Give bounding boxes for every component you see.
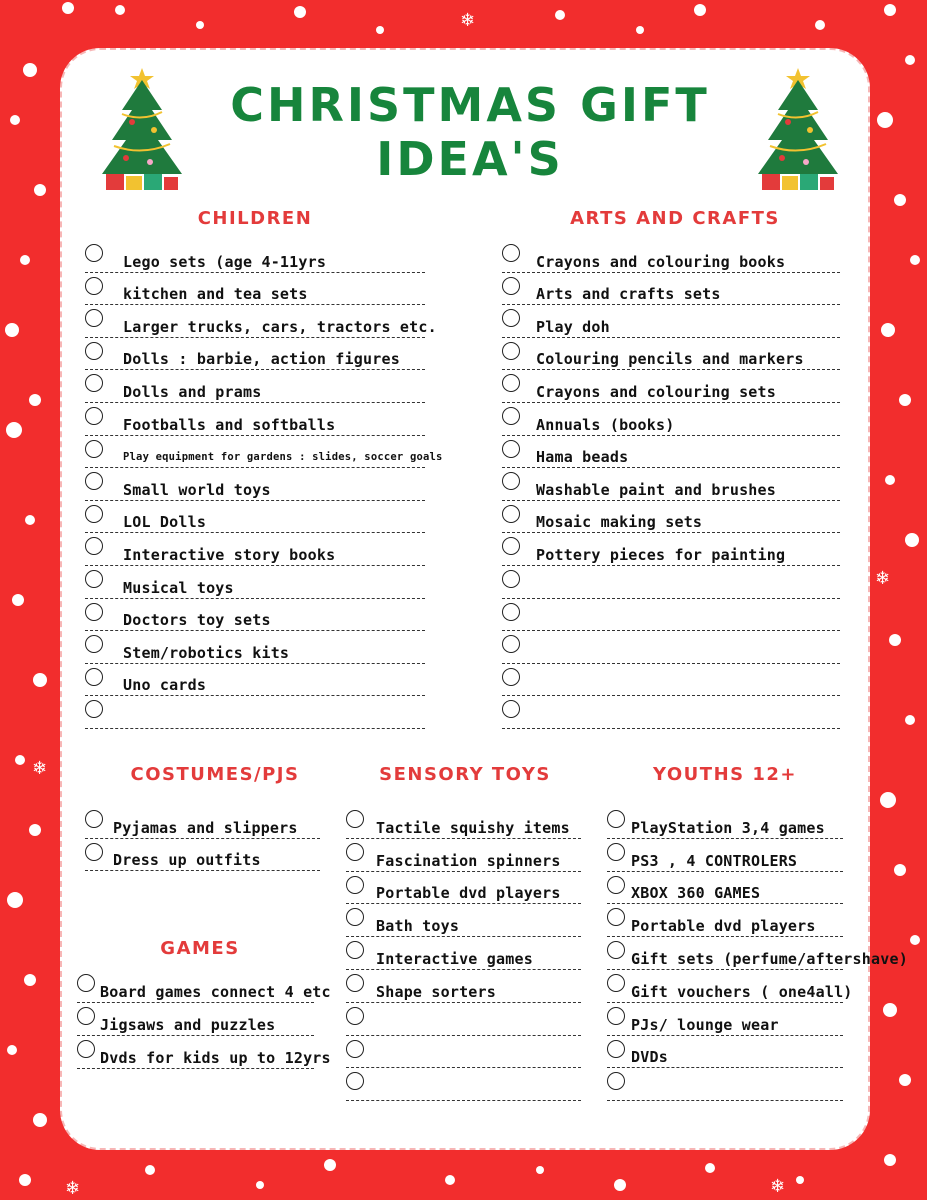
snowflake-icon: ❄ (875, 568, 891, 589)
checkbox-circle-icon[interactable] (346, 1007, 364, 1025)
checkbox-circle-icon[interactable] (85, 700, 103, 718)
checkbox-circle-icon[interactable] (502, 472, 520, 490)
checkbox-circle-icon[interactable] (77, 974, 95, 992)
list-item (77, 1036, 331, 1069)
item-label: Pyjamas and slippers (113, 818, 298, 837)
checkbox-circle-icon[interactable] (502, 440, 520, 458)
snow-dot (905, 715, 915, 725)
snow-dot (883, 1003, 897, 1017)
list-item (502, 468, 840, 501)
item-label: Dvds for kids up to 12yrs (100, 1049, 331, 1067)
list-item (85, 468, 425, 501)
snow-dot (910, 255, 920, 265)
item-label: Hama beads (536, 448, 629, 467)
checkbox-circle-icon[interactable] (85, 810, 103, 828)
snow-dot (25, 515, 35, 525)
snow-dot (20, 255, 30, 265)
snow-dot (815, 20, 825, 30)
list-item (502, 696, 840, 729)
snow-dot (24, 974, 36, 986)
snow-dot (19, 1174, 31, 1186)
list-item (85, 240, 425, 273)
snow-dot (29, 394, 41, 406)
item-label: Interactive games (376, 949, 533, 968)
item-label: Dolls : barbie, action figures (123, 350, 400, 369)
checkbox-circle-icon[interactable] (502, 505, 520, 523)
snow-dot (5, 323, 19, 337)
list-item (85, 436, 443, 469)
snow-dot (12, 594, 24, 606)
item-label: XBOX 360 GAMES (631, 884, 761, 903)
checkbox-circle-icon[interactable] (85, 505, 103, 523)
snow-dot (694, 4, 706, 16)
checkbox-circle-icon[interactable] (502, 570, 520, 588)
checkbox-circle-icon[interactable] (77, 1040, 95, 1058)
snow-dot (115, 5, 125, 15)
title-line-2: IDEA'S (376, 132, 564, 186)
snow-dot (294, 6, 306, 18)
list-item (346, 1068, 581, 1101)
item-label: Washable paint and brushes (536, 480, 776, 499)
list-item (346, 1003, 581, 1036)
checkbox-circle-icon[interactable] (85, 374, 103, 392)
checkbox-circle-icon[interactable] (346, 908, 364, 926)
snowflake-icon: ❄ (65, 1178, 81, 1199)
item-label: Portable dvd players (376, 884, 561, 903)
heading-costumes: COSTUMES/PJS (130, 764, 300, 785)
checkbox-circle-icon[interactable] (502, 668, 520, 686)
snow-dot (7, 892, 23, 908)
item-label: PlayStation 3,4 games (631, 818, 825, 837)
item-label: Board games connect 4 etc (100, 983, 331, 1001)
heading-children: CHILDREN (197, 208, 313, 229)
item-label: Bath toys (376, 917, 460, 936)
snow-dot (145, 1165, 155, 1175)
item-label: Play doh (536, 317, 610, 336)
list-item (607, 904, 843, 937)
checkbox-circle-icon[interactable] (346, 810, 364, 828)
snow-dot (880, 792, 896, 808)
item-label: Footballs and softballs (123, 415, 336, 434)
item-label: Small world toys (123, 480, 271, 499)
checkbox-circle-icon[interactable] (346, 843, 364, 861)
snow-dot (885, 475, 895, 485)
snow-dot (894, 194, 906, 206)
checkbox-circle-icon[interactable] (346, 1040, 364, 1058)
snow-dot (884, 1154, 896, 1166)
checkbox-circle-icon[interactable] (502, 309, 520, 327)
checkbox-circle-icon[interactable] (85, 472, 103, 490)
list-item (85, 806, 320, 839)
list-item (502, 599, 840, 632)
snow-dot (705, 1163, 715, 1173)
item-label: Musical toys (123, 578, 234, 597)
checkbox-circle-icon[interactable] (607, 941, 625, 959)
checkbox-circle-icon[interactable] (85, 668, 103, 686)
checkbox-circle-icon[interactable] (607, 876, 625, 894)
list-item (346, 1036, 581, 1069)
snow-dot (10, 115, 20, 125)
list-item (607, 806, 843, 839)
checkbox-circle-icon[interactable] (607, 1007, 625, 1025)
snow-dot (29, 824, 41, 836)
item-label: Uno cards (123, 676, 207, 695)
item-label: Crayons and colouring sets (536, 382, 776, 401)
list-item (85, 273, 425, 306)
checkbox-circle-icon[interactable] (607, 974, 625, 992)
item-label: Portable dvd players (631, 917, 816, 936)
checkbox-circle-icon[interactable] (502, 244, 520, 262)
checkbox-circle-icon[interactable] (346, 876, 364, 894)
item-label: Dolls and prams (123, 382, 262, 401)
list-item (607, 839, 843, 872)
checkbox-circle-icon[interactable] (502, 537, 520, 555)
item-label: Shape sorters (376, 982, 496, 1001)
list-item (85, 566, 425, 599)
heading-games: GAMES (160, 938, 240, 959)
list-item (502, 664, 840, 697)
checkbox-circle-icon[interactable] (85, 570, 103, 588)
item-label: Fascination spinners (376, 851, 561, 870)
list-item (502, 240, 840, 273)
snow-dot (256, 1181, 264, 1189)
list-item (502, 501, 840, 534)
snow-dot (34, 184, 46, 196)
list-item (85, 664, 425, 697)
item-label: Colouring pencils and markers (536, 350, 804, 369)
snowflake-icon: ❄ (32, 758, 48, 779)
list-item (346, 806, 581, 839)
item-label: PJs/ lounge wear (631, 1015, 779, 1034)
item-label: Larger trucks, cars, tractors etc. (123, 317, 437, 336)
list-item (502, 370, 840, 403)
item-label: Lego sets (age 4-11yrs (123, 252, 327, 271)
item-label: Jigsaws and puzzles (100, 1016, 276, 1034)
snow-dot (196, 21, 204, 29)
checkbox-circle-icon[interactable] (502, 407, 520, 425)
item-label: Gift sets (perfume/aftershave) (631, 949, 908, 968)
games-list (77, 970, 331, 1069)
item-label: Pottery pieces for painting (536, 545, 786, 564)
snow-dot (33, 1113, 47, 1127)
list-item (346, 970, 581, 1003)
snow-dot (614, 1179, 626, 1191)
snow-dot (905, 55, 915, 65)
item-label: DVDs (631, 1048, 668, 1067)
list-item (502, 533, 840, 566)
checkbox-circle-icon[interactable] (502, 603, 520, 621)
snow-dot (636, 26, 644, 34)
costumes-list (85, 806, 320, 871)
checkbox-circle-icon[interactable] (607, 1040, 625, 1058)
list-item (346, 839, 581, 872)
list-item (346, 904, 581, 937)
list-item (502, 305, 840, 338)
arts-and-crafts-list (502, 240, 840, 729)
checkbox-circle-icon[interactable] (346, 1072, 364, 1090)
snow-dot (324, 1159, 336, 1171)
snow-dot (889, 634, 901, 646)
checkbox-circle-icon[interactable] (346, 941, 364, 959)
snow-dot (15, 755, 25, 765)
snow-dot (536, 1166, 544, 1174)
snow-dot (899, 1074, 911, 1086)
item-label: Doctors toy sets (123, 611, 271, 630)
checkbox-circle-icon[interactable] (77, 1007, 95, 1025)
title-line-1: CHRISTMAS GIFT (230, 78, 710, 132)
item-label: Dress up outfits (113, 851, 261, 869)
item-label: Gift vouchers ( one4all) (631, 982, 853, 1001)
list-item (502, 631, 840, 664)
list-item (85, 533, 425, 566)
checkbox-circle-icon[interactable] (85, 635, 103, 653)
list-item (607, 937, 908, 970)
list-item (77, 1003, 314, 1036)
list-item (502, 403, 840, 436)
snow-dot (905, 533, 919, 547)
heading-sensory-toys: SENSORY TOYS (379, 764, 551, 785)
snowflake-icon: ❄ (460, 10, 476, 31)
checkbox-circle-icon[interactable] (502, 277, 520, 295)
checkbox-circle-icon[interactable] (85, 277, 103, 295)
snowflake-icon: ❄ (770, 1176, 786, 1197)
checkbox-circle-icon[interactable] (85, 843, 103, 861)
snow-dot (881, 323, 895, 337)
list-item (607, 970, 853, 1003)
youths-list (607, 806, 908, 1101)
list-item (607, 1068, 843, 1101)
checkbox-circle-icon[interactable] (85, 309, 103, 327)
checkbox-circle-icon[interactable] (607, 843, 625, 861)
list-item (85, 599, 425, 632)
checkbox-circle-icon[interactable] (85, 440, 103, 458)
snow-dot (899, 394, 911, 406)
list-item (85, 839, 320, 872)
list-item (77, 970, 331, 1003)
page-title (170, 78, 770, 186)
item-label: Mosaic making sets (536, 513, 703, 532)
list-item (607, 1036, 843, 1069)
heading-youths: YOUTHS 12+ (652, 764, 797, 785)
item-label: Play equipment for gardens : slides, soccer goals (123, 451, 443, 464)
item-label: PS3 , 4 CONTROLERS (631, 851, 798, 870)
list-item (85, 338, 425, 371)
item-label: Stem/robotics kits (123, 643, 290, 662)
list-item (85, 370, 425, 403)
list-item (346, 872, 581, 905)
snow-dot (62, 2, 74, 14)
list-item (607, 1003, 843, 1036)
list-item (502, 566, 840, 599)
item-label: Arts and crafts sets (536, 285, 721, 304)
snow-dot (445, 1175, 455, 1185)
list-item (502, 436, 840, 469)
checkbox-circle-icon[interactable] (502, 635, 520, 653)
item-label: LOL Dolls (123, 513, 207, 532)
snow-dot (23, 63, 37, 77)
item-label: kitchen and tea sets (123, 285, 308, 304)
snow-dot (796, 1176, 804, 1184)
snow-dot (910, 935, 920, 945)
snow-dot (884, 4, 896, 16)
snow-dot (877, 112, 893, 128)
list-item (85, 305, 437, 338)
item-label: Crayons and colouring books (536, 252, 786, 271)
checkbox-circle-icon[interactable] (607, 908, 625, 926)
checkbox-circle-icon[interactable] (607, 1072, 625, 1090)
checkbox-circle-icon[interactable] (502, 374, 520, 392)
heading-arts-and-crafts: ARTS AND CRAFTS (570, 208, 780, 229)
checkbox-circle-icon[interactable] (85, 407, 103, 425)
children-list (85, 240, 443, 729)
checkbox-circle-icon[interactable] (85, 244, 103, 262)
list-item (502, 273, 840, 306)
checkbox-circle-icon[interactable] (85, 537, 103, 555)
snow-dot (33, 673, 47, 687)
snow-dot (894, 864, 906, 876)
snow-dot (6, 422, 22, 438)
list-item (607, 872, 843, 905)
item-label: Interactive story books (123, 545, 336, 564)
sensory-toys-list (346, 806, 581, 1101)
checkbox-circle-icon[interactable] (502, 342, 520, 360)
list-item (502, 338, 840, 371)
snow-dot (7, 1045, 17, 1055)
checkbox-circle-icon[interactable] (502, 700, 520, 718)
list-item (85, 631, 425, 664)
list-item (85, 696, 425, 729)
item-label: Tactile squishy items (376, 818, 570, 837)
checkbox-circle-icon[interactable] (346, 974, 364, 992)
snow-dot (555, 10, 565, 20)
snow-dot (376, 26, 384, 34)
list-item (85, 403, 425, 436)
list-item (346, 937, 581, 970)
checkbox-circle-icon[interactable] (85, 342, 103, 360)
item-label: Annuals (books) (536, 415, 675, 434)
checkbox-circle-icon[interactable] (85, 603, 103, 621)
checkbox-circle-icon[interactable] (607, 810, 625, 828)
list-item (85, 501, 425, 534)
